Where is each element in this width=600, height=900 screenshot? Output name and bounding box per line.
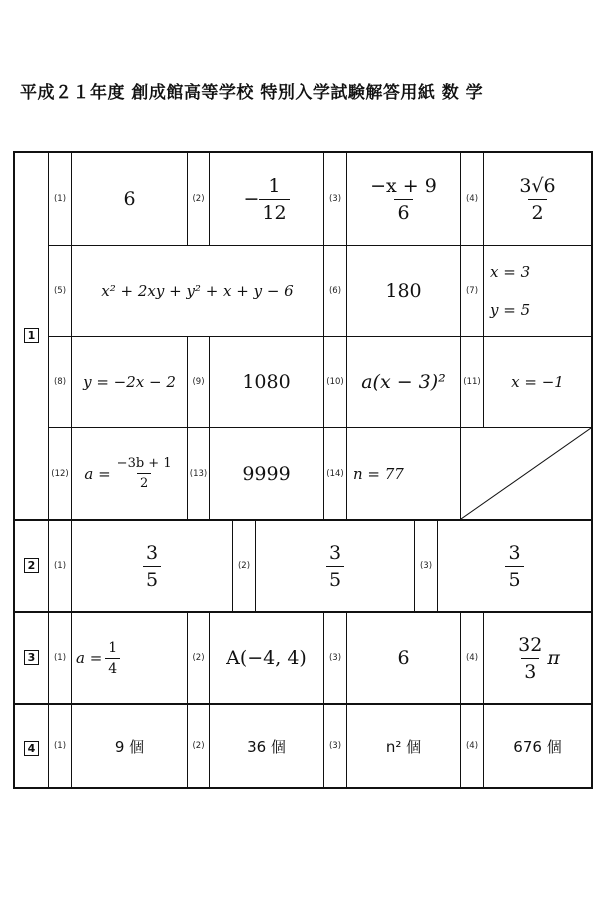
answer-1-13: 9999 (242, 462, 291, 485)
section-label-4: 4 (24, 741, 39, 756)
answer-4-1: 9 個 (114, 737, 145, 756)
question-number: (3) (328, 194, 342, 204)
question-number: (9) (192, 377, 205, 387)
question-number: (1) (53, 561, 67, 571)
answer-2-3: $\frac{3}{5}$ (438, 521, 591, 611)
answer-4-3: n² 個 (385, 737, 422, 756)
answer-1-12: a = $\frac{-3b + 1}{2}$ (84, 456, 172, 491)
answer-1-10: a(x − 3)² (361, 371, 446, 393)
question-number: (14) (326, 468, 344, 479)
answer-4-2: 36 個 (247, 737, 286, 756)
answer-3-2: A(−4, 4) (226, 647, 307, 669)
question-number: (4) (465, 653, 479, 663)
question-number: (11) (463, 377, 481, 387)
answer-3-4: $\frac{32}{3}$ π (518, 633, 560, 683)
question-number: (1) (53, 194, 67, 204)
question-number: (3) (328, 741, 342, 751)
question-number: (3) (419, 561, 433, 571)
question-number: (4) (465, 194, 479, 204)
answer-1-7: x = 3 y = 5 (490, 263, 531, 319)
answer-1-11: x = −1 (511, 373, 564, 391)
answer-3-1: a = $\frac{1}{4}$ (72, 613, 187, 703)
answer-sheet (13, 151, 593, 789)
section-label-2: 2 (24, 558, 39, 573)
question-number: (2) (192, 653, 205, 663)
answer-3-3: 6 (397, 647, 410, 669)
section-label-3: 3 (24, 650, 39, 665)
question-number: (2) (192, 741, 205, 751)
question-number: (1) (53, 653, 67, 663)
answer-1-2: − $\frac{1}{12}$ (210, 153, 323, 245)
answer-1-1: 6 (123, 188, 136, 210)
question-number: (1) (53, 741, 67, 751)
sheet-title: 平成２１年度 創成館高等学校 特別入学試験解答用紙 数 学 (20, 83, 484, 103)
answer-1-6: 180 (385, 280, 422, 302)
question-number: (2) (237, 561, 251, 571)
question-number: (10) (326, 377, 344, 387)
question-number: (8) (53, 377, 67, 387)
answer-1-14: n = 77 (353, 464, 404, 483)
question-number: (12) (51, 468, 69, 479)
question-number: (4) (465, 741, 479, 751)
question-number: (6) (328, 286, 342, 296)
section-label-1: 1 (24, 328, 39, 343)
answer-1-9: 1080 (242, 371, 291, 393)
question-number: (13) (189, 468, 208, 479)
answer-2-2: $\frac{3}{5}$ (256, 521, 414, 611)
answer-1-5: x² + 2xy + y² + x + y − 6 (101, 282, 294, 300)
question-number: (7) (465, 286, 479, 296)
question-number: (5) (53, 286, 67, 296)
answer-2-1: $\frac{3}{5}$ (72, 521, 232, 611)
answer-1-4: $\frac{3√6}{2}$ (519, 174, 556, 224)
question-number: (2) (192, 194, 205, 204)
answer-1-8: y = −2x − 2 (83, 373, 176, 391)
question-number: (3) (328, 653, 342, 663)
answer-4-4: 676 個 (513, 737, 562, 756)
blank-cell-diagonal (461, 428, 591, 519)
answer-1-3: $\frac{-x + 9}{6}$ (370, 174, 437, 224)
